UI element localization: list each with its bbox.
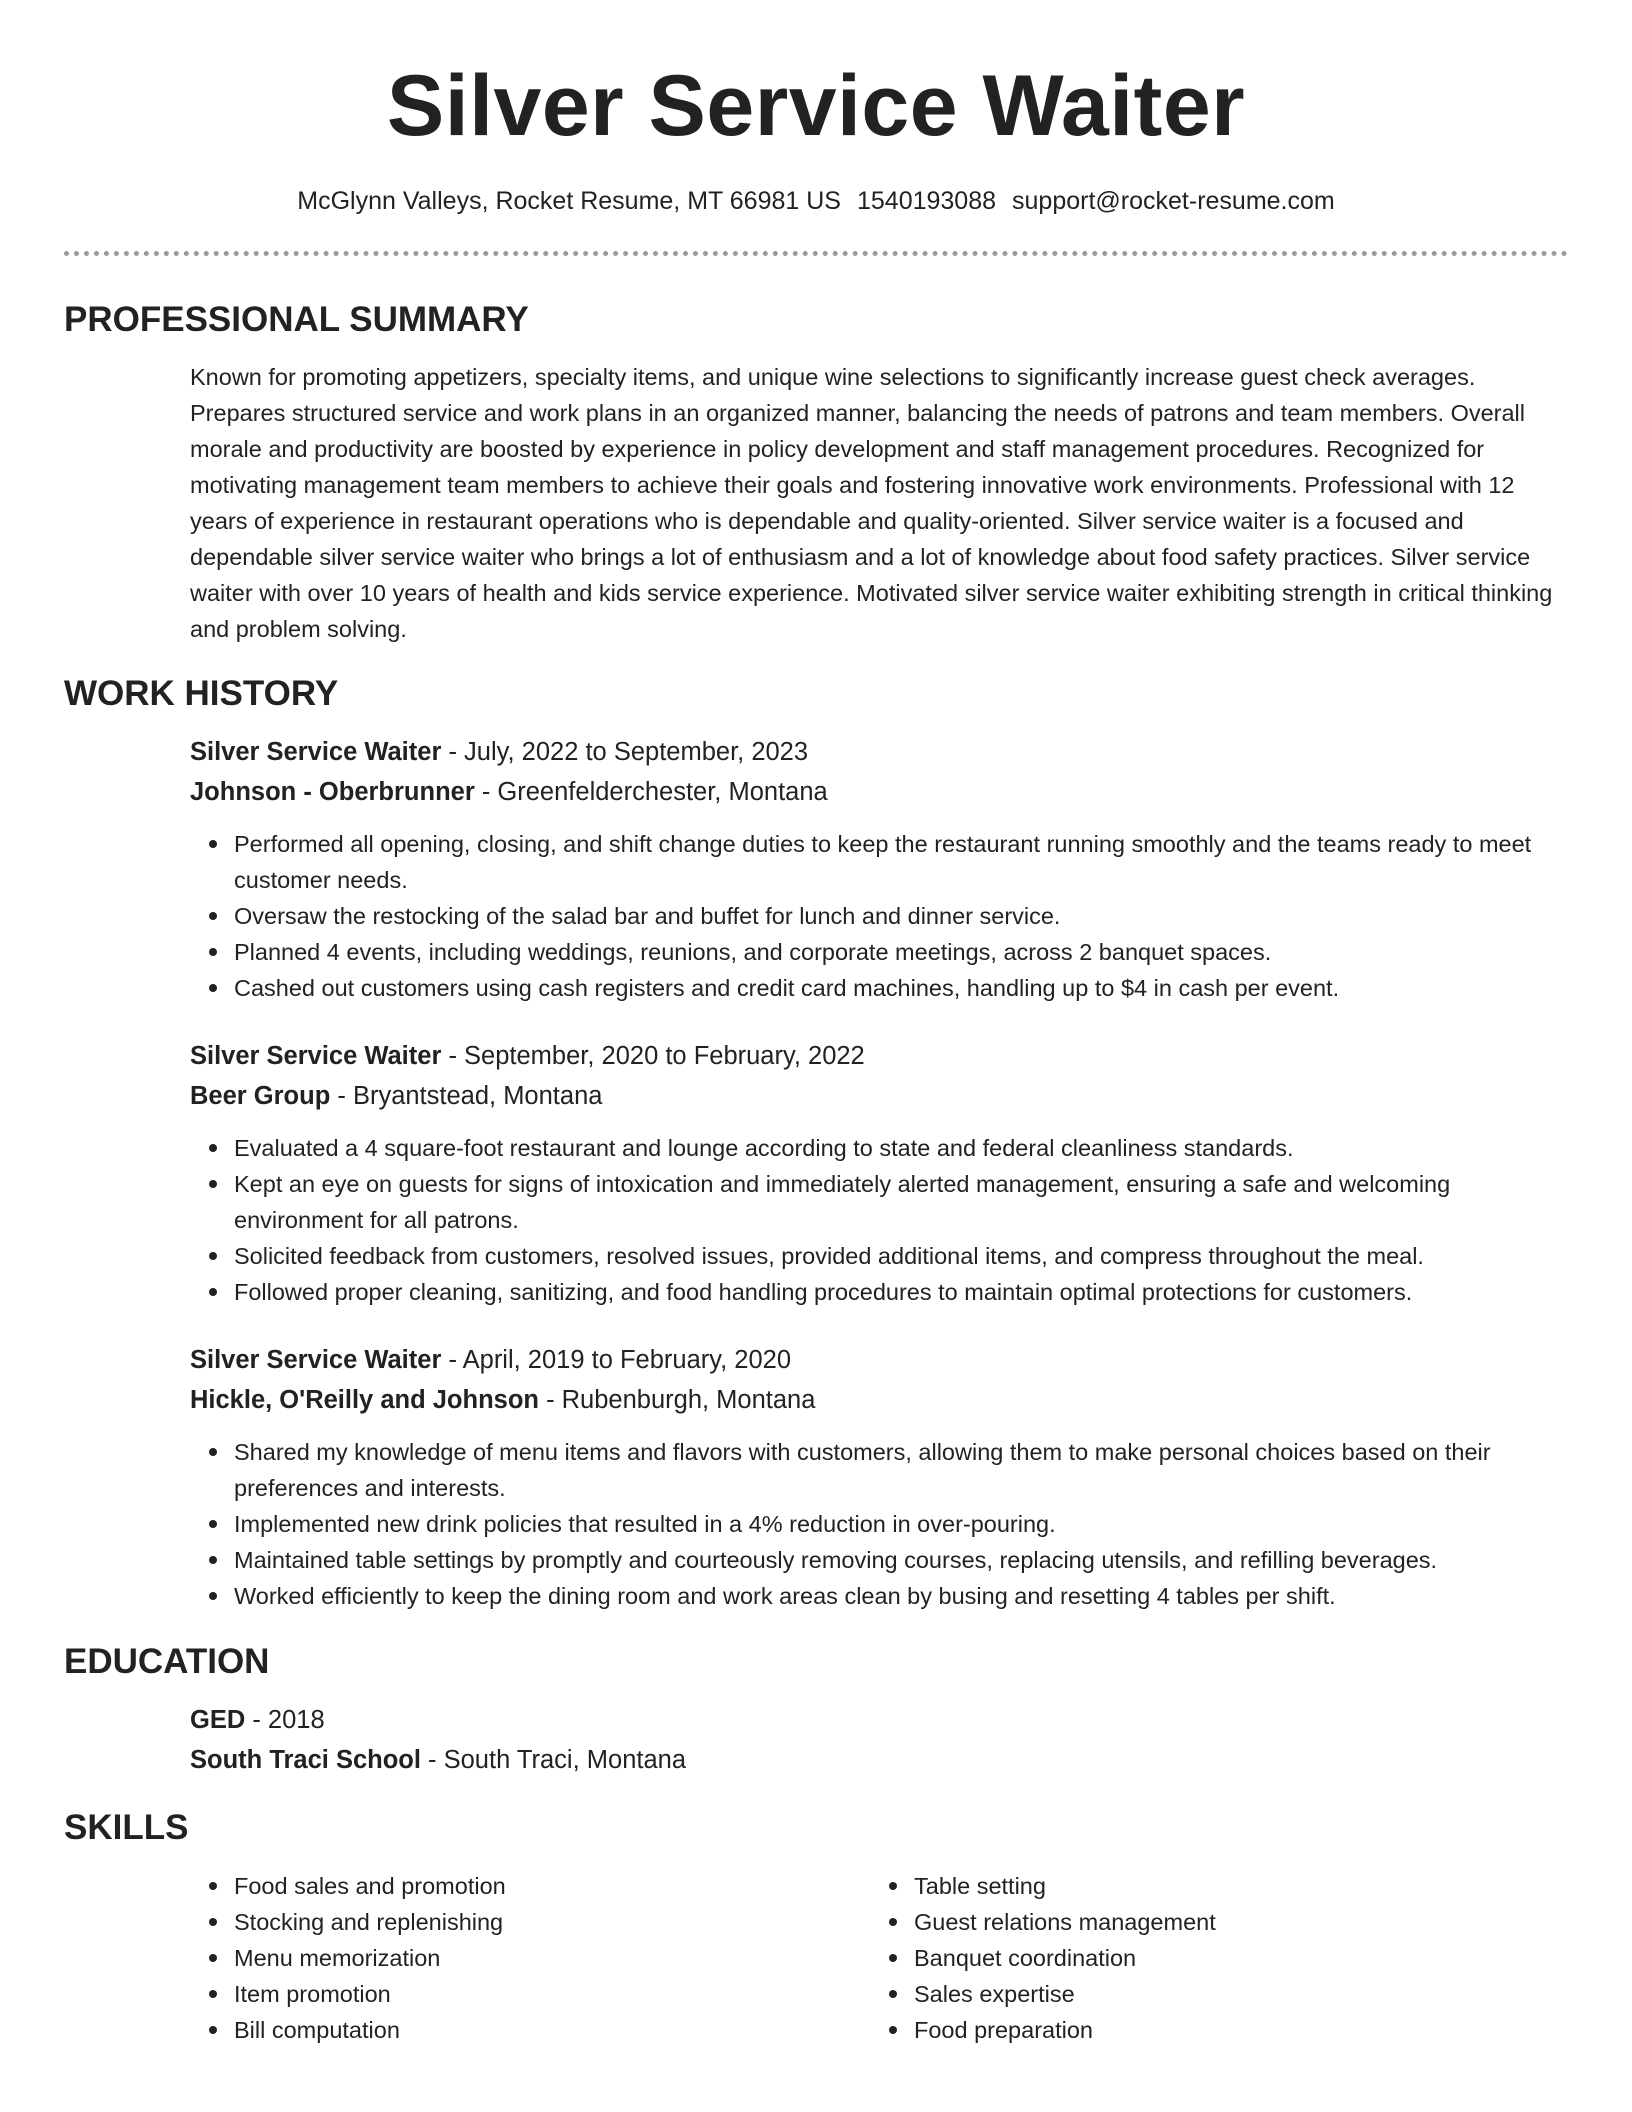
contact-email: support@rocket-resume.com (1012, 187, 1335, 215)
job-location: - Bryantstead, Montana (330, 1082, 603, 1110)
contact-phone: 1540193088 (856, 187, 997, 215)
summary-text: Known for promoting appetizers, specialty items, and unique wine selections to significantly increase guest check averages. Prepares structured service and work plans in an organized manner, balancing the needs of patrons and team members. Overall morale and productivity are boosted by experience in policy development and staff management procedures. Recognized for motivating management team members to achieve their goals and fostering innovative work environments. Professional with 12 years of experience in restaurant operations who is dependable and quality-oriented. Silver service waiter is a focused and dependable silver service waiter who brings a lot of enthusiasm and a lot of knowledge about food safety practices. Silver service waiter with over 10 years of health and kids service experience. Motivated silver service waiter exhibiting strength in critical thinking and problem solving. (190, 364, 1553, 642)
job-duties-list (190, 826, 1568, 1006)
job-duty: Performed all opening, closing, and shift change duties to keep the restaurant running smoothly and the teams ready to meet customer needs. (234, 826, 1568, 898)
skills-list-left (190, 1868, 870, 2048)
job-entry (64, 1340, 1568, 1614)
work-history-section (64, 672, 1568, 1614)
job-role-line (190, 1036, 1568, 1076)
summary-section (64, 298, 1568, 647)
education-school-line (190, 1740, 1568, 1780)
contact-address: McGlynn Valleys, Rocket Resume, MT 66981 US (297, 187, 841, 215)
job-duty: Implemented new drink policies that resulted in a 4% reduction in over-pouring. (234, 1506, 1568, 1542)
job-duty: Evaluated a 4 square-foot restaurant and lounge according to state and federal cleanliness standards. (234, 1130, 1568, 1166)
job-entry (64, 732, 1568, 1006)
job-duty: Followed proper cleaning, sanitizing, and food handling procedures to maintain optimal protections for customers. (234, 1274, 1568, 1310)
job-duty: Oversaw the restocking of the salad bar and buffet for lunch and dinner service. (234, 898, 1568, 934)
job-role: Silver Service Waiter (190, 1346, 442, 1374)
job-dates: - September, 2020 to February, 2022 (441, 1042, 865, 1070)
skill-item: Banquet coordination (914, 1940, 1550, 1976)
job-company-line (190, 772, 1568, 812)
skill-item: Table setting (914, 1868, 1550, 1904)
header-divider (64, 251, 1568, 256)
job-dates: - April, 2019 to February, 2020 (441, 1346, 792, 1374)
skill-item: Menu memorization (234, 1940, 870, 1976)
resume-title: Silver Service Waiter (386, 58, 1246, 154)
job-company-line (190, 1380, 1568, 1420)
contact-line (64, 184, 1568, 218)
education-school: South Traci School (190, 1746, 421, 1774)
job-duty: Cashed out customers using cash registers and credit card machines, handling up to $4 in cash per event. (234, 970, 1568, 1006)
job-duty: Worked efficiently to keep the dining room and work areas clean by busing and resetting 4 tables per shift. (234, 1578, 1568, 1614)
education-section (64, 1640, 1568, 1780)
job-role: Silver Service Waiter (190, 738, 442, 766)
skill-item: Food sales and promotion (234, 1868, 870, 1904)
skills-heading: SKILLS (64, 1808, 189, 1847)
skills-grid (190, 1868, 1568, 2048)
skill-item: Food preparation (914, 2012, 1550, 2048)
job-location: - Greenfelderchester, Montana (474, 778, 828, 806)
job-duty: Shared my knowledge of menu items and flavors with customers, allowing them to make personal choices based on their preferences and interests. (234, 1434, 1568, 1506)
skills-section (64, 1806, 1568, 2048)
job-duty: Solicited feedback from customers, resolved issues, provided additional items, and compress throughout the meal. (234, 1238, 1568, 1274)
skill-item: Item promotion (234, 1976, 870, 2012)
job-duty: Planned 4 events, including weddings, reunions, and corporate meetings, across 2 banquet spaces. (234, 934, 1568, 970)
skills-list-right (870, 1868, 1550, 2048)
education-degree: GED (190, 1706, 246, 1734)
job-dates: - July, 2022 to September, 2023 (441, 738, 809, 766)
job-company: Hickle, O'Reilly and Johnson (190, 1386, 539, 1414)
job-duty: Maintained table settings by promptly and courteously removing courses, replacing utensils, and refilling beverages. (234, 1542, 1568, 1578)
education-entry (64, 1700, 1568, 1780)
skill-item: Stocking and replenishing (234, 1904, 870, 1940)
skill-item: Sales expertise (914, 1976, 1550, 2012)
job-company: Johnson - Oberbrunner (190, 778, 475, 806)
job-entry (64, 1036, 1568, 1310)
education-location: - South Traci, Montana (420, 1746, 687, 1774)
job-role-line (190, 1340, 1568, 1380)
job-company-line (190, 1076, 1568, 1116)
job-location: - Rubenburgh, Montana (538, 1386, 816, 1414)
summary-heading: PROFESSIONAL SUMMARY (64, 300, 529, 339)
skill-item: Guest relations management (914, 1904, 1550, 1940)
job-duty: Kept an eye on guests for signs of intoxication and immediately alerted management, ensuring a safe and welcoming environment for all patrons. (234, 1166, 1568, 1238)
skill-item: Bill computation (234, 2012, 870, 2048)
job-duties-list (190, 1130, 1568, 1310)
job-duties-list (190, 1434, 1568, 1614)
job-role-line (190, 732, 1568, 772)
job-role: Silver Service Waiter (190, 1042, 442, 1070)
education-heading: EDUCATION (64, 1642, 270, 1681)
work-history-heading: WORK HISTORY (64, 674, 339, 713)
education-year: - 2018 (245, 1706, 325, 1734)
job-company: Beer Group (190, 1082, 331, 1110)
education-degree-line (190, 1700, 1568, 1740)
